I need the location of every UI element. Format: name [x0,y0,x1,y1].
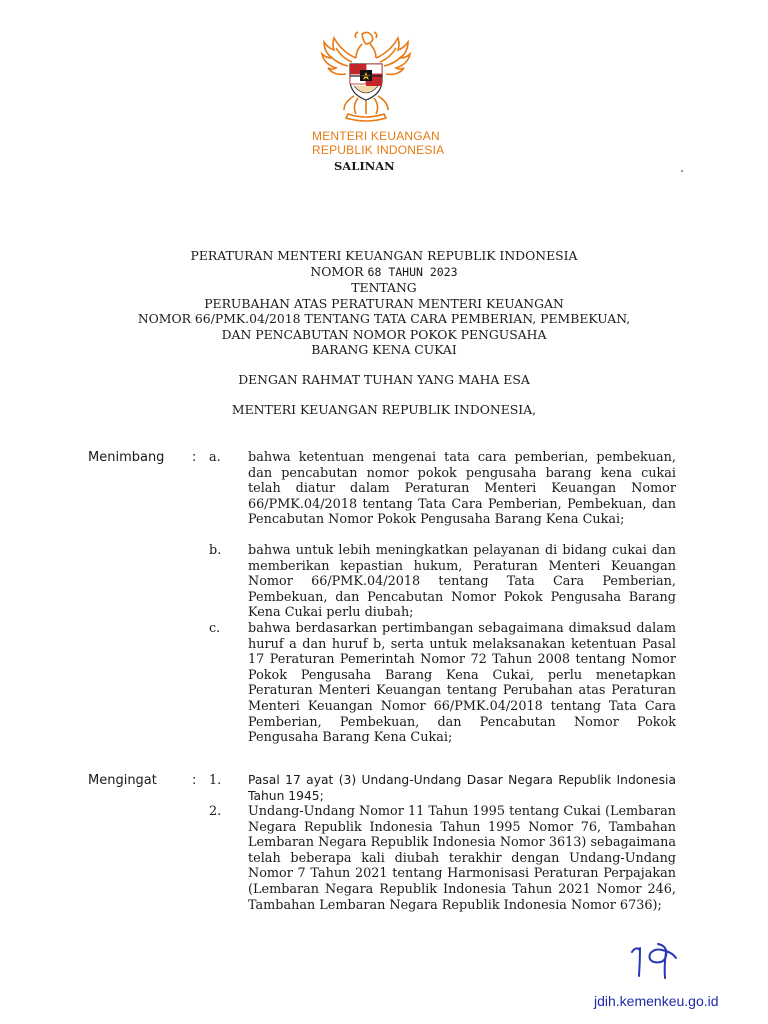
title-line-3: TENTANG [351,280,417,295]
mengingat-label: Mengingat [88,773,157,788]
source-link[interactable]: jdih.kemenkeu.go.id [594,993,719,1009]
menimbang-item-c: bahwa berdasarkan pertimbangan sebagaimana dimaksud dalam huruf a dan huruf b, serta untuk melaksanakan ketentuan Pasal 17 Peraturan Pemerintah Nomor 72 Tahun 2008 tentang Nomor Pokok Pengusaha Barang Kena Cukai, perlu menetapkan Peraturan Menteri Keuangan tentang Perubahan atas Peraturan Menteri Keuangan Nomor 66/PMK.04/2018 tentang Tata Cara Pemberian, Pembekuan, dan Pencabutan Nomor Pokok Pengusaha Barang Kena Cukai; [248,621,676,746]
ministry-name [312,129,444,157]
menimbang-marker-c: c. [209,621,221,636]
garuda-emblem-icon [318,28,414,126]
ministry-line-2: REPUBLIK INDONESIA [312,143,445,157]
blessing-text: DENGAN RAHMAT TUHAN YANG MAHA ESA [238,372,530,387]
authority-text: MENTERI KEUANGAN REPUBLIK INDONESIA, [231,402,537,417]
copy-label: SALINAN [334,159,395,173]
menimbang-colon: : [192,450,197,465]
ministry-line-1: MENTERI KEUANGAN [312,129,440,143]
mengingat-marker-1: 1. [209,773,222,788]
handwritten-initials-icon [628,938,698,982]
mengingat-colon: : [192,773,197,788]
blessing-line [0,372,768,388]
mengingat-item-1: Pasal 17 ayat (3) Undang-Undang Dasar Negara Republik Indonesia Tahun 1945; [248,773,676,803]
mengingat-marker-2: 2. [209,804,222,819]
title-line-7: BARANG KENA CUKAI [311,342,457,357]
menimbang-item-b: bahwa untuk lebih meningkatkan pelayanan di bidang cukai dan memberikan kepastian hukum, Peraturan Menteri Keuangan Nomor 66/PMK.04/2018 tentang Tata Cara Pemberian, Pembekuan, dan Pencabutan Nomor Pokok Pengusaha Barang Kena Cukai perlu diubah; [248,543,676,621]
title-line-1: PERATURAN MENTERI KEUANGAN REPUBLIK INDONESIA [190,248,578,263]
title-line-4: PERUBAHAN ATAS PERATURAN MENTERI KEUANGAN [204,295,564,311]
speck-mark [681,170,683,172]
mengingat-item-2: Undang-Undang Nomor 11 Tahun 1995 tentang Cukai (Lembaran Negara Republik Indonesia Tahun 1995 Nomor 76, Tambahan Lembaran Negara Republik Indonesia Nomor 3613) sebagaimana telah beberapa kali diubah terakhir dengan Undang-Undang Nomor 7 Tahun 2021 tentang Harmonisasi Peraturan Perpajakan (Lembaran Negara Republik Indonesia Tahun 2021 Nomor 246, Tambahan Lembaran Negara Republik Indonesia Nomor 6736); [248,804,676,913]
regulation-title [0,248,768,358]
title-line-5: NOMOR 66/PMK.04/2018 TENTANG TATA CARA PEMBERIAN, PEMBEKUAN, [137,311,631,326]
menimbang-marker-b: b. [209,543,222,558]
authority-line [0,402,768,418]
menimbang-marker-a: a. [209,450,221,465]
title-line-2 [0,264,768,281]
title-number-prefix: NOMOR [310,263,368,279]
menimbang-label: Menimbang [88,450,165,465]
title-line-6: DAN PENCABUTAN NOMOR POKOK PENGUSAHA [221,326,547,342]
title-number: 68 TAHUN 2023 [367,264,458,279]
menimbang-item-a: bahwa ketentuan mengenai tata cara pemberian, pembekuan, dan pencabutan nomor pokok pengusaha barang kena cukai telah diatur dalam Peraturan Menteri Keuangan Nomor 66/PMK.04/2018 tentang Tata Cara Pemberian, Pembekuan, dan Pencabutan Nomor Pokok Pengusaha Barang Kena Cukai; [248,450,676,528]
